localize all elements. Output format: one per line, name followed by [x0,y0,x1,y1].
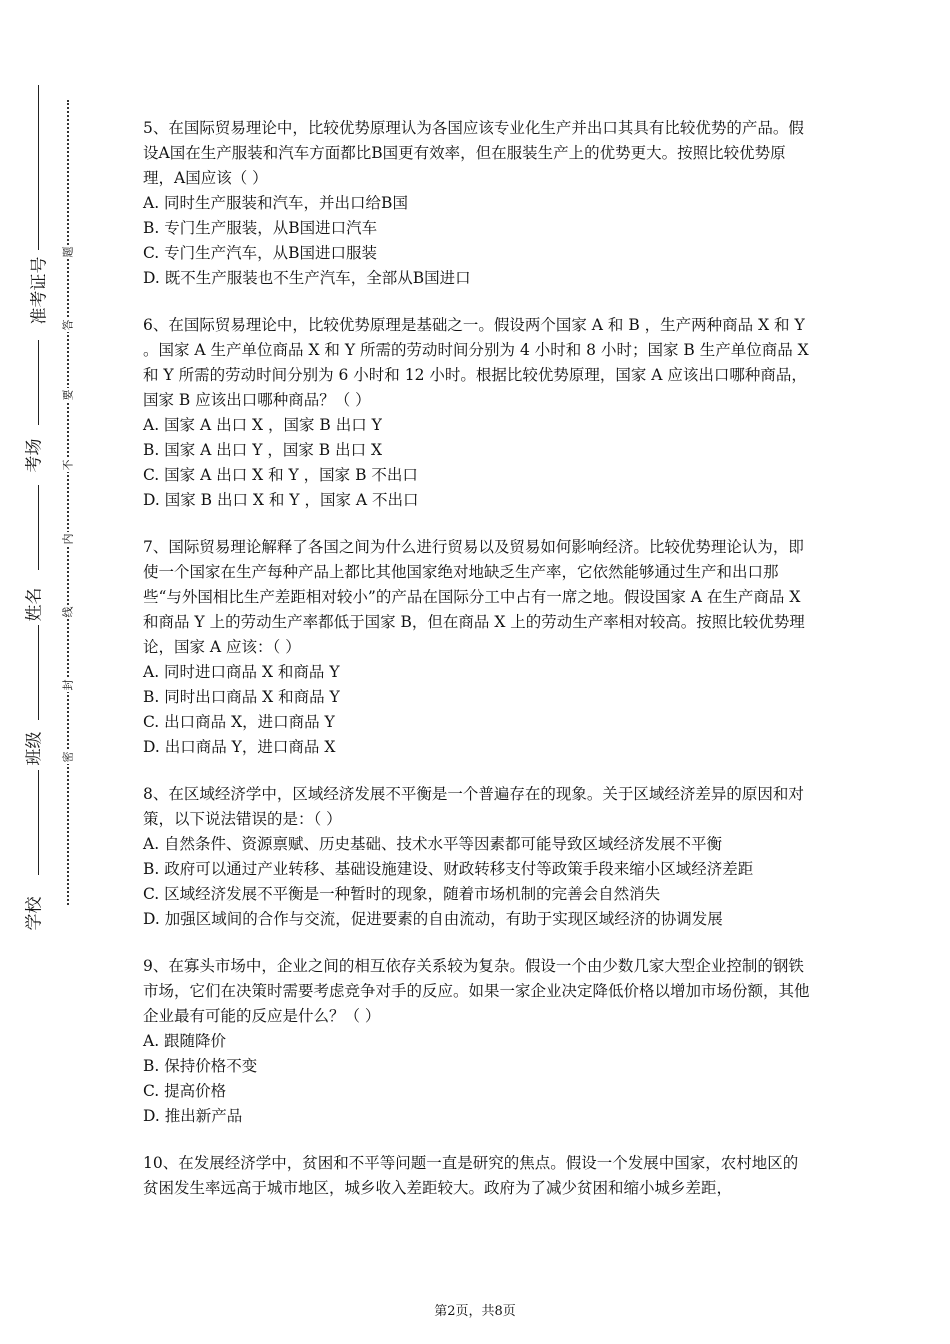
page-number: 第2页，共8页 [434,1304,516,1319]
option-a: A. 同时进口商品 X 和商品 Y [143,663,340,681]
question-stem: 8、在区域经济学中，区域经济发展不平衡是一个普遍存在的现象。关于区域经济差异的原因和对策，以下说法错误的是：（ ） [143,785,804,828]
name-label: 姓名 [24,587,45,622]
school-label: 学校 [24,896,45,931]
question-8 [143,782,813,932]
field-line-5 [38,770,39,875]
question-list [143,116,813,1223]
option-c: C. 出口商品 X，进口商品 Y [143,713,335,731]
question-stem: 5、在国际贸易理论中，比较优势原理认为各国应该专业化生产并出口其具有比较优势的产品。假设A国在生产服装和汽车方面都比B国更有效率，但在服装生产上的优势更大。按照比较优势原理，A国应该（ ） [143,119,804,187]
option-c: C. 国家 A 出口 X 和 Y ，国家 B 不出口 [143,466,418,484]
exam-id-label: 准考证号 [29,256,50,325]
seal-char: 线 [61,606,74,618]
option-d: D. 加强区域间的合作与交流，促进要素的自由流动，有助于实现区域经济的协调发展 [143,910,723,928]
option-d: D. 出口商品 Y，进口商品 X [143,738,336,756]
option-b: B. 同时出口商品 X 和商品 Y [143,688,340,706]
exam-room-label: 考场 [24,438,45,473]
seal-char: 内 [61,533,74,545]
option-b: B. 国家 A 出口 Y ，国家 B 出口 X [143,441,383,459]
question-5 [143,116,813,291]
option-b: B. 政府可以通过产业转移、基础设施建设、财政转移支付等政策手段来缩小区域经济差距 [143,860,754,878]
option-a: A. 自然条件、资源禀赋、历史基础、技术水平等因素都可能导致区域经济发展不平衡 [143,835,723,853]
option-a: A. 跟随降价 [143,1032,227,1050]
seal-char: 要 [61,389,74,401]
option-b: B. 保持价格不变 [143,1057,258,1075]
question-9 [143,954,813,1129]
option-d: D. 推出新产品 [143,1107,243,1125]
question-6 [143,313,813,513]
seal-char: 密 [61,751,74,763]
field-line-2 [38,340,39,425]
seal-char: 封 [61,679,74,691]
option-c: C. 专门生产汽车，从B国进口服装 [143,244,378,262]
option-d: D. 国家 B 出口 X 和 Y ，国家 A 不出口 [143,491,419,509]
question-stem: 7、国际贸易理论解释了各国之间为什么进行贸易以及贸易如何影响经济。比较优势理论认为，即使一个国家在生产每种产品上都比其他国家绝对地缺乏生产率，它依然能够通过生产和出口那些“与外国相比生产差距相对较小”的产品在国际分工中占有一席之地。假设国家 A 在生产商品 X 和商品 Y 上的劳动生产率都低于国家 B，但在商品 X 上的劳动生产率相对较高。按照比较优势理论，国家 A 应该：（ ） [143,538,805,656]
option-a: A. 同时生产服装和汽车，并出口给B国 [143,194,408,212]
question-10 [143,1151,813,1201]
question-stem: 9、在寡头市场中，企业之间的相互依存关系较为复杂。假设一个由少数几家大型企业控制的钢铁市场，它们在决策时需要考虑竞争对手的反应。如果一家企业决定降低价格以增加市场份额，其他企业最有可能的反应是什么？（ ） [143,957,810,1025]
seal-char: 不 [61,459,74,471]
class-label: 班级 [24,731,45,766]
option-a: A. 国家 A 出口 X ，国家 B 出口 Y [143,416,382,434]
question-stem: 6、在国际贸易理论中，比较优势原理是基础之一。假设两个国家 A 和 B ，生产两种商品 X 和 Y 。国家 A 生产单位商品 X 和 Y 所需的劳动时间分别为 4 小时和 8 小时；国家 B 生产单位商品 X 和 Y 所需的劳动时间分别为 6 小时和 12 小时。根据比较优势原理，国家 A 应该出口哪种商品，国家 B 应该出口哪种商品？（ ） [143,316,809,409]
option-c: C. 提高价格 [143,1082,227,1100]
field-line-4 [38,625,39,720]
option-b: B. 专门生产服装，从B国进口汽车 [143,219,378,237]
seal-char: 答 [61,319,74,331]
field-line-1 [38,85,39,250]
seal-char: 题 [61,246,74,258]
question-stem: 10、在发展经济学中，贫困和不平等问题一直是研究的焦点。假设一个发展中国家，农村地区的贫困发生率远高于城市地区，城乡收入差距较大。政府为了减少贫困和缩小城乡差距， [143,1154,799,1197]
option-d: D. 既不生产服装也不生产汽车，全部从B国进口 [143,269,471,287]
option-c: C. 区域经济发展不平衡是一种暂时的现象，随着市场机制的完善会自然消失 [143,885,661,903]
question-7 [143,535,813,760]
seal-dotted-line [67,100,69,905]
field-line-3 [38,485,39,570]
